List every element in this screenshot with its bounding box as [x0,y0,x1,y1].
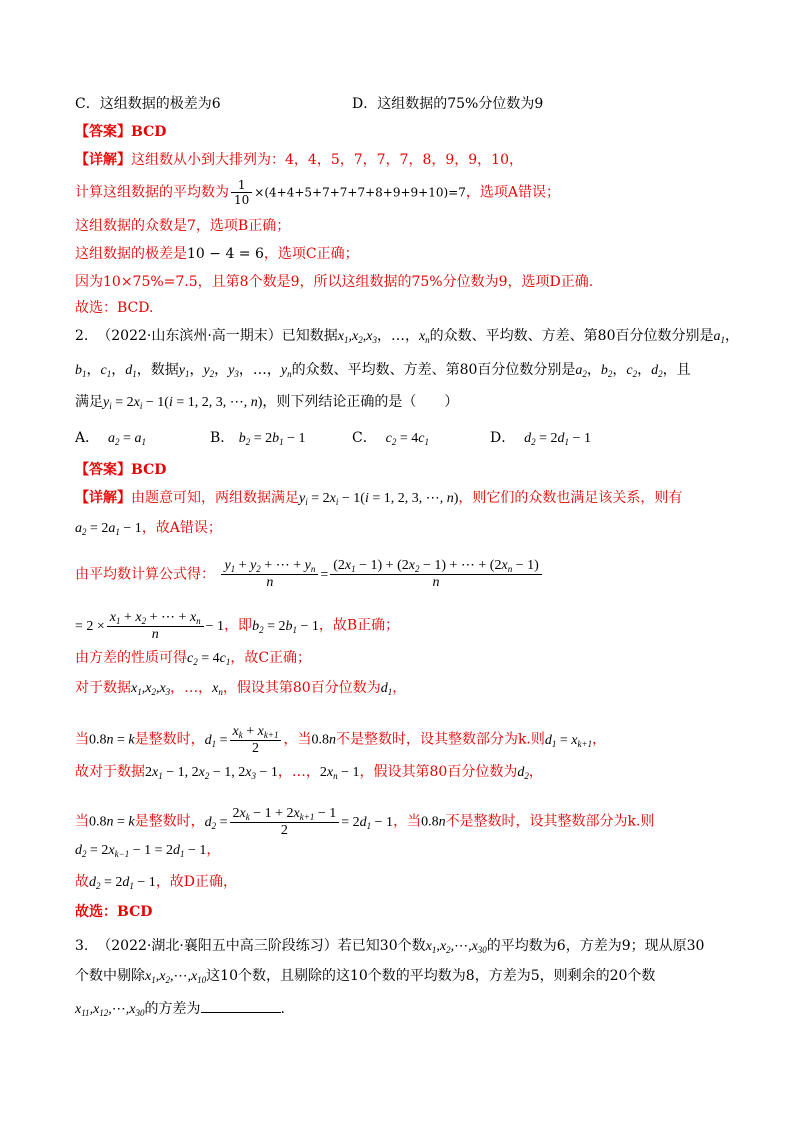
stem-text: 若已知30个数 [337,938,426,954]
q2-detail-line-2 [75,518,222,539]
question-source: （2022·山东滨州·高一期末） [97,328,282,344]
detail-tag: 【详解】 [75,490,131,506]
detail-text: ，当 [283,731,312,748]
q2-option-b: B． $b_2 = 2b_1 - 1$ [210,430,306,447]
q2-detail-line-3: 由平均数计算公式得： $\frac{y_1 + y_2 + \cdots + y_n}{n}$ = $\frac{(2x_1 - 1) + (2x_2 - 1) + \cdots + (2x_n - 1)}{n}$ [75,558,544,591]
math-a1: $a_1$ [713,329,725,345]
math-expression: 10 − 4 = 6 [187,246,264,262]
detail-text: ，假设其第80百分位数为 [359,764,518,780]
math-relation: $y_i = 2x_i - 1(i = 1$, 2, 3, ⋯, n) [299,491,459,507]
q2-detail-line-10: $d_2 = 2x_{k-1} - 1 = 2d_1 - 1$， [75,842,221,859]
answer-blank[interactable] [201,998,281,1013]
detail-text: ，故B正确； [318,617,400,634]
math-c2: $c_2$ [626,363,638,379]
math-d1: $d_1$ [125,363,137,379]
q1-detail-line-3 [75,216,290,236]
conclusion-text: 故选：BCD. [75,300,154,316]
q1-detail-line-2 [75,178,560,207]
math-c1: $c_1$ [100,363,112,379]
stem-text: . [280,1001,285,1017]
detail-text: ， [206,842,221,858]
detail-text: ，选项C正确； [263,246,359,262]
q2-options-row [75,428,591,449]
detail-text: 不是整数时，设其整数部分为k.则 [335,731,545,748]
math-b2-eq: $b_2 = 2b_1 - 1$ [252,618,319,635]
stem-text: 的方差为 [144,1001,201,1017]
detail-text: 是整数时， [134,813,205,830]
q1-answer [75,122,166,142]
detail-text: 由方差的性质可得 [75,650,187,666]
stem-text: 的众数、平均数、方差、第80百分位数分别是 [291,362,576,378]
q3-stem-line-1: 3. （2022·湖北·襄阳五中高三阶段练习）若已知30个数$x_1,x_2,\cdots,x_{30}$的平均数为6，方差为9；现从原30 [75,938,705,955]
q2-detail-line-7: 当0.8n = k是整数时，$d_1$ = $\frac{x_k + x_{k+1}}{2}$ ，当0.8n不是整数时，设其整数部分为k.则$d_1 = x_{k+1}$， [75,724,607,756]
detail-text: 是整数时， [134,731,205,748]
q2-detail-line-11: 故$d_2 = 2d_1 - 1$，故D正确， [75,874,238,891]
math-relation: $y_i = 2x_i - 1(i = 1$, 2, 3, ⋯, n) [103,395,263,411]
detail-text: 不是整数时，设其整数部分为k.则 [445,813,655,830]
math-b2: $b_2$ [600,363,613,379]
stem-text: ，数据 [136,362,179,378]
math-a2-eq: $a_2 = 2a_1 - 1$ [75,521,142,537]
detail-text: 故对于数据 [75,764,145,780]
stem-text: 的众数、平均数、方差、第80百分位数分别是 [429,328,714,344]
stem-text: 这10个数，且剔除的这10个数的平均数为8，方差为5，则剩余的20个数 [206,968,656,984]
frac-numerator: 1 [231,178,252,193]
stem-text: 满足 [75,394,103,410]
q2-option-a: A． $a_2 = a_1$ [75,430,146,447]
stem-text: 的平均数为6，方差为9；现从原30 [486,938,705,954]
q2-conclusion [75,902,152,922]
option-label: C． [352,430,377,446]
detail-text: ，故C正确； [230,650,312,666]
option-label: D． [490,430,516,446]
detail-text: ，假设其第80百分位数为 [222,680,381,696]
math-xn: $x_n$ [418,329,430,345]
math-d1-eq: $d_1$ = $\frac{x_k + x_{k+1}}{2}$ [205,733,284,748]
frac-denominator: 10 [234,193,250,207]
detail-text: 因为10×75%=7.5，且第8个数是9，所以这组数据的75%分位数为9，选项D正确. [75,274,594,290]
question-source: （2022·湖北·襄阳五中高三阶段练习） [97,938,338,954]
math-expression: ×(4+4+5+7+7+7+8+9+9+10)=7 [254,185,466,200]
q3-stem-line-2: 个数中剔除$x_1,x_2,\cdots,x_{10}$这10个数，且剔除的这10个数的平均数为8，方差为5，则剩余的20个数 [75,968,656,985]
q1-detail-line-1 [75,150,523,170]
stem-text: ，则下列结论正确的是（ ） [262,394,459,410]
math-mean-expr: = 2 × $\frac{x_1 + x_2 + \cdots + x_n}{n}$ − 1 [75,610,225,642]
q3-stem-line-3: $x_{11},x_{12},\cdots,x_{30}$的方差为 . [75,998,285,1020]
stem-text: 个数中剔除 [75,968,145,984]
detail-text: 由平均数计算公式得： [75,566,215,583]
fraction-mean-y: $\frac{y_1 + y_2 + \cdots + y_n}{n}$ [221,558,318,591]
option-label: B． [210,430,235,446]
q1-conclusion [75,298,153,318]
answer-tag: 【答案】 [75,462,131,478]
detail-text: 对于数据 [75,680,131,696]
q2-detail-line-4 [75,610,399,643]
q2-stem-line-1: 2. （2022·山东滨州·高一期末）已知数据$x_1,x_2,x_3$，…，$x_n$的众数、平均数、方差、第80百分位数分别是$a_1$， [75,328,739,345]
math-a2: $a_2$ [575,363,587,379]
question-number: 3. [75,938,89,954]
conclusion-text: 故选：BCD [75,904,153,920]
fraction [231,178,252,207]
answer-value: BCD [131,462,167,478]
math-y3: $y_3$ [228,363,239,379]
question-number: 2. [75,328,89,344]
q2-option-c: C． $c_2 = 4c_1$ [352,430,429,447]
q1-option-d: D．这组数据的75%分位数为9 [352,96,544,112]
fraction-mean-2x: $\frac{(2x_1 - 1) + (2x_2 - 1) + \cdots + (2x_n - 1)}{n}$ [330,558,542,591]
math-d2: $d_2$ [651,363,663,379]
q1-detail-line-5 [75,272,593,292]
detail-text: ，选项A错误； [465,184,560,201]
math-d2-eq: $d_2$ = $\frac{2x_k - 1 + 2x_{k+1} - 1}{2}$ = $2d_1 - 1$ [204,806,394,838]
q2-detail-line-9: 当0.8n = k是整数时，$d_2$ = $\frac{2x_k - 1 + 2x_{k+1} - 1}{2}$ = $2d_1 - 1$，当0.8n不是整数时，设其整数部分为k.则 [75,806,655,838]
q2-detail-line-8: 故对于数据$2x_1 - 1$, $2x_2 - 1$, $2x_3 - 1$，…，$2x_n - 1$，假设其第80百分位数为$d_2$， [75,764,543,781]
math-y2: $y_2$ [203,363,215,379]
answer-tag: 【答案】 [75,124,131,140]
detail-text: ，故A错误； [141,520,222,536]
detail-text: 计算这组数据的平均数为 [75,184,229,201]
q2-stem-line-2: $b_1$，$c_1$，$d_1$，数据$y_1$，$y_2$，$y_3$，…，$y_n$的众数、平均数、方差、第80百分位数分别是$a_2$，$b_2$，$c_2$，$d_2$，且 [75,362,691,379]
q2-detail-line-6: 对于数据$x_1,x_2,x_3$，…，$x_n$，假设其第80百分位数为$d_1$， [75,680,407,697]
math-b1: $b_1$ [75,363,87,379]
q1-detail-line-4 [75,244,359,264]
answer-value: BCD [131,124,167,140]
detail-text: 当 [75,731,89,748]
detail-text: ，即 [224,617,253,634]
q2-option-d: D． $d_2 = 2d_1 - 1$ [490,430,591,447]
detail-text: ，故D正确， [155,874,238,890]
detail-tag: 【详解】 [75,152,131,168]
math-x-list: $x_1,x_2,x_3$ [337,329,377,345]
q2-stem-line-3 [75,392,458,413]
stem-text: 已知数据 [281,328,338,344]
detail-text: 这组数据的众数是7，选项B正确； [75,218,291,234]
detail-text: 这组数据的极差是 [75,246,187,262]
q2-detail-line-5 [75,648,311,669]
detail-text: 这组数从小到大排列为：4，4，5，7，7，7，8，9，9，10， [131,152,523,168]
q1-option-c: C．这组数据的极差为6 [75,96,221,112]
math-y-list: $y_1$ [178,363,190,379]
detail-text: 当 [75,813,89,830]
stem-text: ，且 [662,362,691,378]
option-label: A． [75,430,100,446]
q1-options-row [75,94,544,114]
math-08n-k: 0.8n = k [89,732,135,748]
detail-text: 故 [75,874,89,890]
detail-text: ，当 [393,813,422,830]
math-c2-eq: $c_2 = 4c_1$ [187,651,231,667]
q2-detail-line-1 [75,488,682,509]
detail-text: ，则它们的众数也满足该关系，则有 [458,490,683,506]
q2-answer [75,460,166,480]
detail-text: 由题意可知，两组数据满足 [131,490,299,506]
math-yn: $y_n$ [280,363,292,379]
